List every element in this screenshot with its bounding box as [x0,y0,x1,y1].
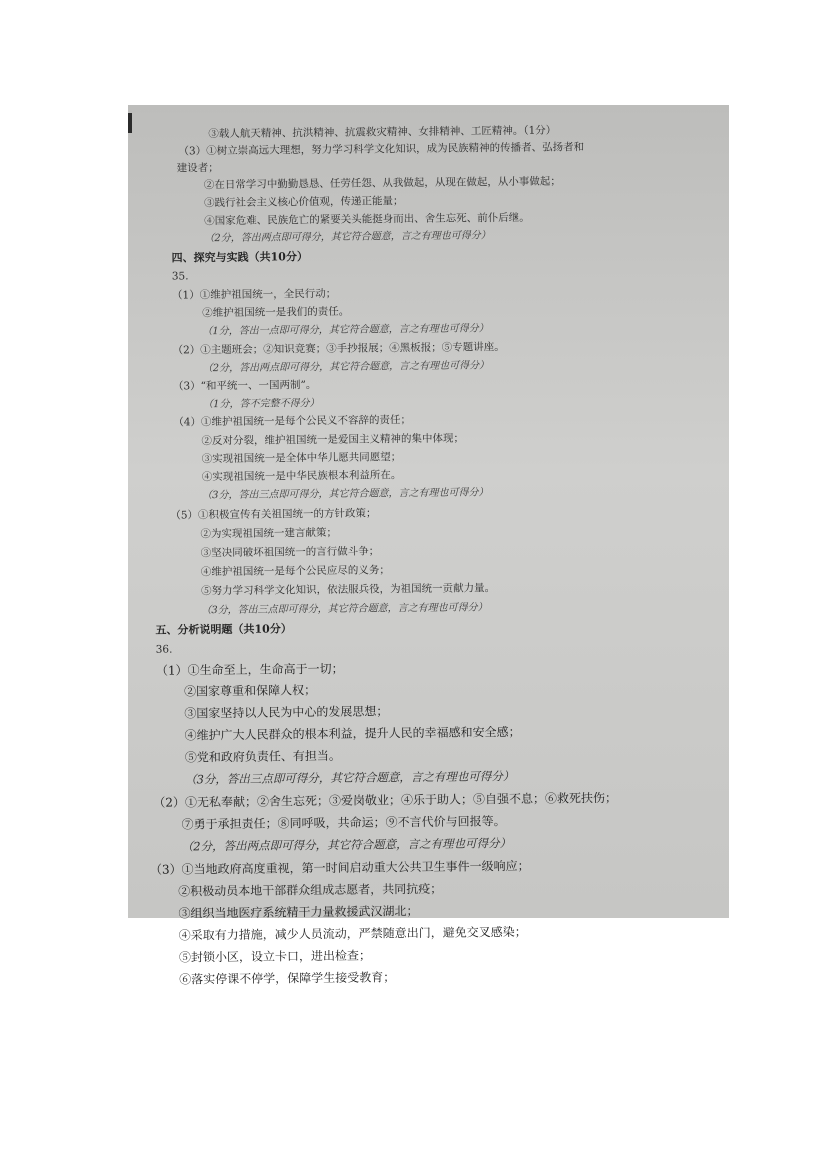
question-number: 36. [155,643,173,656]
text-line: ③载人航天精神、抗洪精神、抗震救灾精神、女排精神、工匠精神。（1分） [208,124,557,141]
text-line: ③坚决同破坏祖国统一的言行做斗争； [200,545,380,560]
text-line: ②积极动员本地干部群众组成志愿者，共同抗疫； [178,881,443,899]
text-line: ④采取有力措施，减少人员流动，严禁随意出门，避免交叉感染； [178,924,527,943]
text-line: ⑥落实停课不停学，保障学生接受教育； [179,970,396,987]
text-line: 建设者； [176,162,219,175]
text-line: ④实现祖国统一是中华民族根本利益所在。 [201,469,402,484]
text-line: ②在日常学习中勤勤恳恳、任劳任怨、从我做起，从现在做起，从小事做起； [203,175,561,192]
text-line: ④维护广大人民群众的根本利益，提升人民的幸福感和安全感； [184,724,521,743]
text-line: ③组织当地医疗系统精干力量救援武汉湖北； [178,904,419,921]
text-line: ④维护祖国统一是每个公民应尽的义务； [200,564,390,579]
text-line: ③践行社会主义核心价值观，传递正能量； [203,195,404,210]
text-line: ②维护祖国统一是我们的责任。 [202,305,350,320]
text-line: ②国家尊重和保障人权； [184,683,317,699]
text-line: ⑤努力学习科学文化知识，依法服兵役，为祖国统一贡献力量。 [201,582,496,598]
scoring-note: （3分，答出三点即可得分，其它符合题意，言之有理也可得分） [201,602,488,617]
text-line: （1）①生命至上，生命高于一切； [155,661,344,678]
text-line: （3）①树立崇高远大理想，努力学习科学文化知识，成为民族精神的传播者、弘扬者和 [178,141,585,158]
document-photo [128,105,729,987]
text-line: ⑤党和政府负责任、有担当。 [184,748,341,765]
scoring-note: （2分，答出两点即可得分，其它符合题意，言之有理也可得分） [181,836,512,854]
scoring-note: （3分，答出三点即可得分，其它符合题意，言之有理也可得分） [184,768,515,787]
text-line: （3）“和平统一、一国两制”。 [172,379,317,393]
section-heading: 五、分析说明题（共10分） [155,622,292,637]
text-line: （3）①当地政府高度重视，第一时间启动重大公共卫生事件一级响应； [149,858,530,877]
text-line: ⑦勇于承担责任；⑧同呼吸，共命运；⑨不言代价与回报等。 [181,814,506,832]
text-line: （5）①积极宣传有关祖国统一的方针政策； [170,507,377,522]
text-line: ②为实现祖国统一建言献策； [200,526,338,541]
text-line: ④国家危难、民族危亡的紧要关头能挺身而出、舍生忘死、前仆后继。 [204,211,530,228]
section-heading: 四、探究与实践（共10分） [171,250,308,265]
answer-sheet [128,99,737,987]
text-line: （2）①无私奉献；②舍生忘死；③爱岗敬业；④乐于助人；⑤自强不息；⑥救死扶伤； [153,790,617,810]
scoring-note: （2分，答出两点即可得分，其它符合题意，言之有理也可得分） [204,230,491,245]
scoring-note: （3分，答出三点即可得分，其它符合题意，言之有理也可得分） [202,487,489,502]
scoring-note: （1分，答不完整不得分） [203,398,320,411]
text-line: （2）①主题班会；②知识竞赛；③手抄报展；④黑板报；⑤专题讲座。 [172,341,505,357]
text-line: （1）①维护祖国统一，全民行动； [171,287,337,302]
text-line: ③国家坚持以人民为中心的发展思想； [184,704,389,721]
text-line: ②反对分裂，维护祖国统一是爱国主义精神的集中体现； [201,432,465,448]
scoring-note: （2分，答出两点即可得分，其它符合题意，言之有理也可得分） [202,360,490,375]
text-line: （4）①维护祖国统一是每个公民义不容辞的责任； [173,414,412,429]
text-line: ⑤封锁小区，设立卡口，进出检查； [178,948,372,965]
text-line: ③实现祖国统一是全体中华儿愿共同愿望； [201,451,402,466]
scoring-note: （1分，答出一点即可得分，其它符合题意，言之有理也可得分） [202,323,489,338]
question-number: 35. [171,270,189,283]
